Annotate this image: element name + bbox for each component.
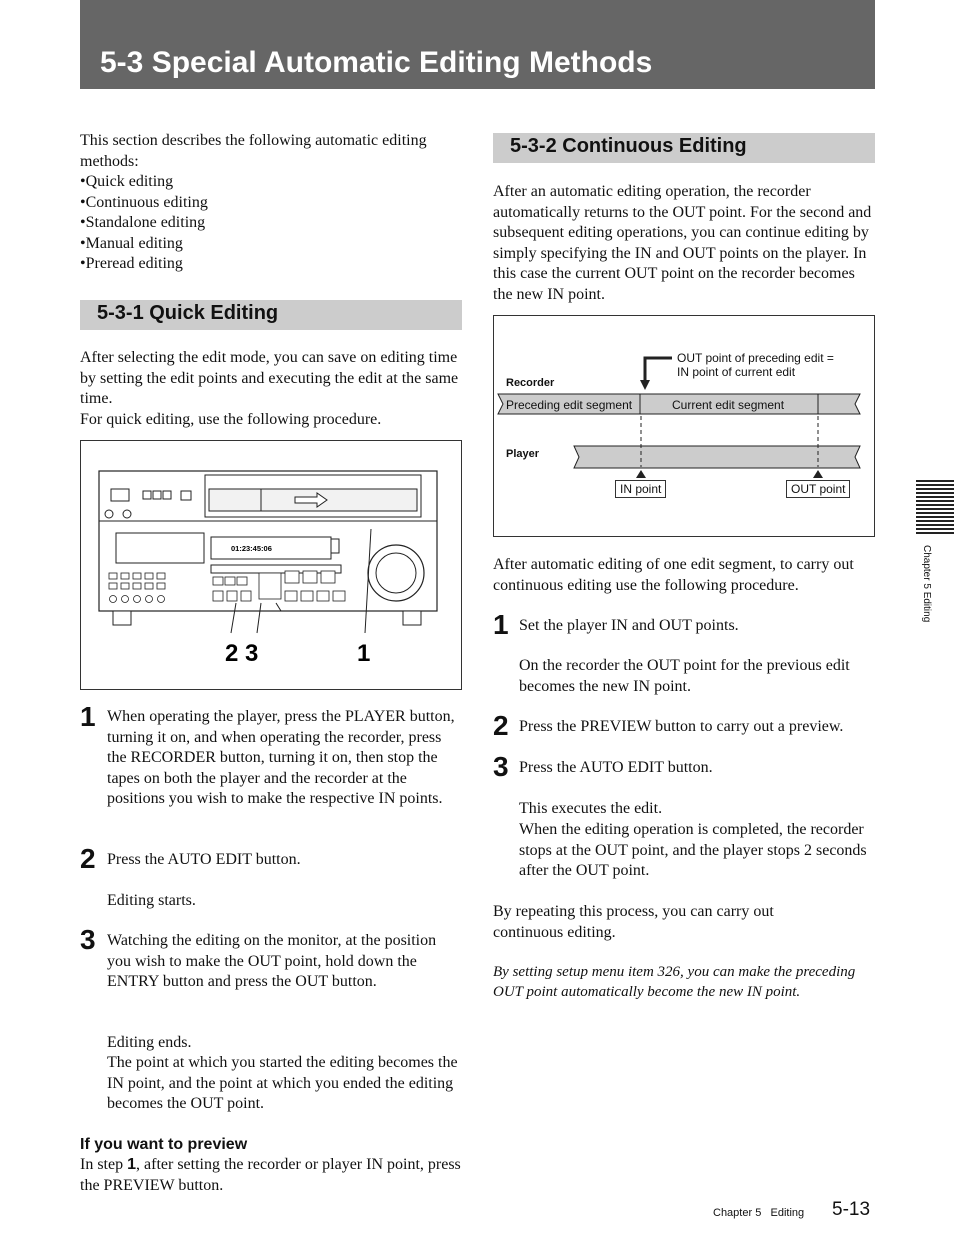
step-number: 2 (493, 710, 509, 741)
preview-text: In step 1, after setting the recorder or player IN point, press the PREVIEW button. (80, 1156, 461, 1194)
in-point-marker-icon (636, 470, 646, 478)
preview-heading: If you want to preview (80, 1136, 248, 1153)
step-result: Editing starts. (107, 892, 196, 909)
continuous-closing: By repeating this process, you can carry out continuous editing. (493, 903, 774, 941)
step-detail: The point at which you started the editing becomes the IN point, and the point at which you ended the editing becomes the OUT point. (107, 1054, 458, 1112)
page-title: 5-3 Special Automatic Editing Methods (100, 46, 653, 79)
out-point-label: OUT point (786, 480, 850, 498)
list-item: •Continuous editing (80, 193, 208, 211)
step-number: 3 (80, 924, 96, 955)
in-point-label: IN point (615, 480, 666, 498)
callout-arrow-icon (640, 380, 650, 390)
step-result: On the recorder the OUT point for the previous edit becomes the new IN point. (519, 657, 850, 695)
step-text: Press the AUTO EDIT button. (107, 851, 301, 868)
step-text: Set the player IN and OUT points. (519, 617, 739, 634)
figure-callout-2-3: 2 3 (225, 640, 259, 667)
quick-procedure: For quick editing, use the following procedure. (80, 411, 382, 428)
player-label: Player (506, 448, 540, 460)
callout-text-2: IN point of current edit (677, 365, 796, 379)
player-tape-bar (574, 446, 860, 468)
preceding-segment-label: Preceding edit segment (506, 398, 633, 412)
recorder-label: Recorder (506, 377, 555, 389)
step-text: Press the PREVIEW button to carry out a preview. (519, 718, 844, 735)
step-text: Watching the editing on the monitor, at the position you wish to make the OUT point, hold down the ENTRY button and press the OUT button. (107, 932, 437, 990)
step-result: Editing ends. (107, 1034, 192, 1051)
out-point-marker-icon (813, 470, 823, 478)
intro-list (80, 172, 465, 275)
step-number: 3 (493, 751, 509, 782)
page-number: 5-13 (832, 1199, 871, 1220)
footer-chapter: Chapter 5 Editing (713, 1207, 805, 1219)
step-number: 2 (80, 843, 96, 874)
section-title-continuous: 5-3-2 Continuous Editing (510, 135, 747, 157)
intro-paragraph: This section describes the following automatic editing methods: (80, 132, 427, 170)
timeline-diagram (493, 315, 875, 537)
step-text: Press the AUTO EDIT button. (519, 759, 713, 776)
continuous-note: By setting setup menu item 326, you can make the preceding OUT point automatically become the new IN point. (493, 964, 856, 1000)
step-number: 1 (80, 701, 96, 732)
quick-paragraph: After selecting the edit mode, you can save on editing time by setting the edit points and executing the edit at the same time. (80, 349, 459, 407)
chapter-side-label: Chapter 5 Editing (921, 545, 932, 623)
list-item: •Quick editing (80, 173, 174, 190)
continuous-after-text: After automatic editing of one edit segment, to carry out continuous editing use the following procedure. (493, 556, 854, 594)
continuous-paragraph: After an automatic editing operation, the recorder automatically returns to the OUT point. For the second and subsequent editing operations, you can continue editing by simply specifying the IN and OUT points on the player. In this case the current OUT point on the recorder becomes the new IN point. (493, 183, 872, 303)
list-item: •Preread editing (80, 255, 183, 272)
step-text: When operating the player, press the PLAYER button, turning it on, and when operating the recorder, press the RECORDER button, turning it on, then stop the tapes on both the player and the recorder at the positions you wish to make the respective IN points. (107, 708, 455, 807)
figure-callout-1: 1 (357, 640, 371, 667)
step-number: 1 (493, 609, 509, 640)
vtr-illustration (81, 441, 461, 689)
chapter-thumb-tab (916, 480, 954, 534)
list-item: •Manual editing (80, 234, 183, 252)
timecode-display: 01:23:45:06 (231, 544, 272, 553)
device-figure (80, 440, 462, 690)
current-segment-label: Current edit segment (672, 398, 785, 412)
list-item: •Standalone editing (80, 214, 206, 231)
step-result: This executes the edit. (519, 800, 663, 817)
callout-text-1: OUT point of preceding edit = (677, 351, 834, 365)
step-detail: When the editing operation is completed, the recorder stops at the OUT point, and the player stops 2 seconds after the OUT point. (519, 821, 867, 879)
section-title-quick: 5-3-1 Quick Editing (97, 302, 279, 324)
